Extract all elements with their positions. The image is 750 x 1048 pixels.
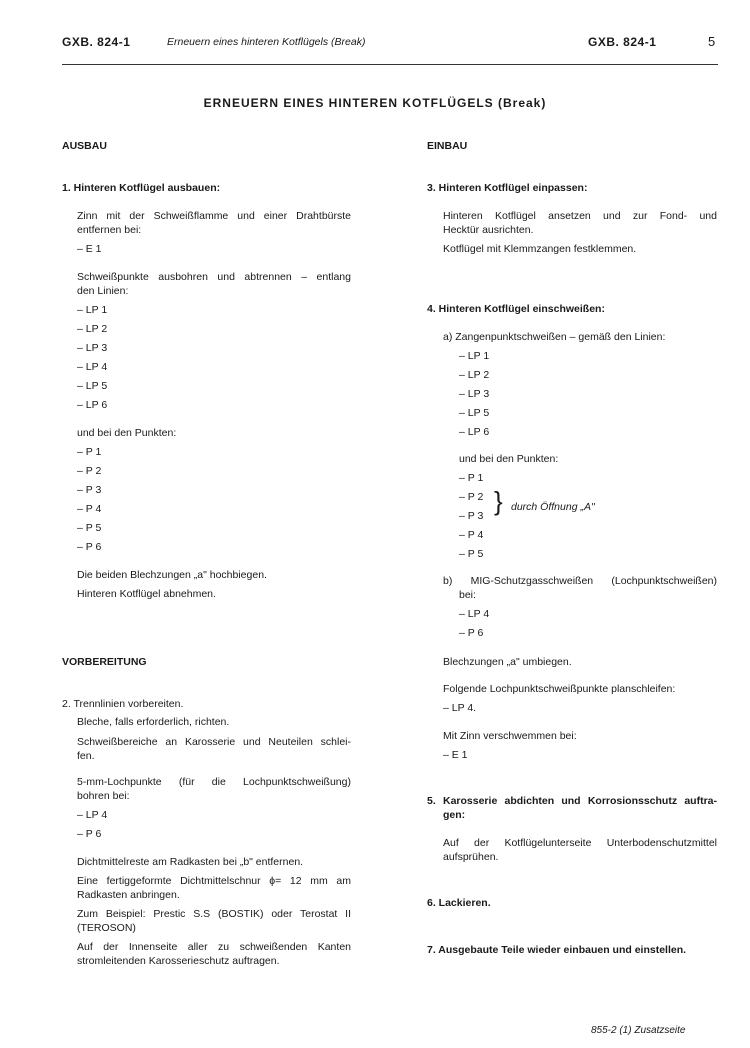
step-1-text-1b: entfernen bei:: [77, 224, 142, 236]
step-1-text-3: Die beiden Blechzungen „a" hochbiegen.: [77, 569, 267, 581]
list-item: – LP 2: [77, 323, 108, 335]
list-item: – LP 6: [77, 399, 108, 411]
step-1-text-1: Zinn mit der Schweißflamme und einer Drahtbürste: [77, 210, 351, 222]
list-item: – P 4: [77, 503, 102, 515]
step-2-text-5: Eine fertiggeformte Dichtmittelschnur ϕ= 12 mm am: [77, 875, 351, 887]
step-5-text-1: Auf der Kotflügelunterseite Unterbodenschutzmittel: [443, 837, 717, 849]
step-2-text-3b: bohren bei:: [77, 790, 130, 802]
page-number: 5: [708, 34, 716, 49]
list-item: – LP 1: [459, 350, 490, 362]
step-1-title: 1. Hinteren Kotflügel ausbauen:: [62, 182, 221, 194]
list-item: – LP 6: [459, 426, 490, 438]
list-item: – LP 4: [77, 809, 108, 821]
step-3-title: 3. Hinteren Kotflügel einpassen:: [427, 182, 588, 194]
step-2-text-4: Dichtmittelreste am Radkasten bei „b" entfernen.: [77, 856, 304, 868]
list-item: – P 5: [77, 522, 102, 534]
list-item: – LP 3: [77, 342, 108, 354]
list-item: – LP 1: [77, 304, 108, 316]
step-2-text-5b: Radkasten anbringen.: [77, 889, 180, 901]
section-ausbau-heading: AUSBAU: [62, 140, 107, 152]
brace-note: durch Öffnung „A": [511, 501, 595, 513]
header-code-right: GXB. 824-1: [588, 35, 657, 49]
step-3-text-1b: Hecktür ausrichten.: [443, 224, 534, 236]
header-rule: [62, 64, 718, 65]
step-4-text-2: Folgende Lochpunktschweißpunkte planschleifen:: [443, 683, 676, 695]
step-4-text-3: Mit Zinn verschwemmen bei:: [443, 730, 577, 742]
step-2-text-7: Auf der Innenseite aller zu schweißenden Kanten: [77, 941, 351, 953]
list-item: – P 2: [77, 465, 102, 477]
list-item: – P 1: [77, 446, 102, 458]
step-2-text-2b: fen.: [77, 750, 95, 762]
step-2-text-3: 5-mm-Lochpunkte (für die Lochpunktschweißung): [77, 776, 351, 788]
step-1-text-2: Schweißpunkte ausbohren und abtrennen – entlang: [77, 271, 351, 283]
step-1-text-2b: den Linien:: [77, 285, 129, 297]
list-item: – LP 4.: [443, 702, 477, 714]
list-item: – P 3: [77, 484, 102, 496]
list-item: – P 6: [77, 541, 102, 553]
step-2-text-6b: (TEROSON): [77, 922, 136, 934]
step-4-title: 4. Hinteren Kotflügel einschweißen:: [427, 303, 605, 315]
list-item: – LP 5: [77, 380, 108, 392]
section-vorbereitung-heading: VORBEREITUNG: [62, 656, 147, 668]
page-title: ERNEUERN EINES HINTEREN KOTFLÜGELS (Break): [203, 96, 547, 110]
list-item: – LP 4: [459, 608, 490, 620]
step-5-title-b: gen:: [443, 809, 466, 821]
step-5-title: 5. Karosserie abdichten und Korrosionsschutz auftra-: [427, 795, 717, 807]
step-1-points-intro: und bei den Punkten:: [77, 427, 177, 439]
step-4-points-intro: und bei den Punkten:: [459, 453, 559, 465]
header-subtitle: Erneuern eines hinteren Kotflügels (Break): [167, 36, 366, 48]
step-4-text-1: Blechzungen „a" umbiegen.: [443, 656, 572, 668]
step-1-text-4: Hinteren Kotflügel abnehmen.: [77, 588, 216, 600]
list-item: – E 1: [443, 749, 468, 761]
list-item: – LP 5: [459, 407, 490, 419]
step-4a-text: a) Zangenpunktschweißen – gemäß den Linien:: [443, 331, 666, 343]
step-2-text-7b: stromleitenden Karosserieschutz auftragen.: [77, 955, 280, 967]
step-2-text-2: Schweißbereiche an Karosserie und Neuteilen schlei-: [77, 736, 351, 748]
step-3-text-1: Hinteren Kotflügel ansetzen und zur Fond- und: [443, 210, 717, 222]
step-6-title: 6. Lackieren.: [427, 897, 491, 909]
list-item: – P 2: [459, 491, 484, 503]
list-item: – E 1: [77, 243, 102, 255]
step-4b-text-b: bei:: [459, 589, 476, 601]
brace-symbol: }: [494, 486, 503, 516]
list-item: – P 1: [459, 472, 484, 484]
list-item: – P 3: [459, 510, 484, 522]
header-code-left: GXB. 824-1: [62, 35, 131, 49]
list-item: – LP 2: [459, 369, 490, 381]
footer-reference: 855-2 (1) Zusatzseite: [591, 1025, 686, 1036]
step-5-text-1b: aufsprühen.: [443, 851, 499, 863]
list-item: – LP 4: [77, 361, 108, 373]
step-4b-text: b) MIG-Schutzgasschweißen (Lochpunktschweißen): [443, 575, 717, 587]
step-7-title: 7. Ausgebaute Teile wieder einbauen und einstellen.: [427, 944, 687, 956]
step-2-text-1: Bleche, falls erforderlich, richten.: [77, 716, 230, 728]
list-item: – P 5: [459, 548, 484, 560]
list-item: – P 4: [459, 529, 484, 541]
list-item: – LP 3: [459, 388, 490, 400]
list-item: – P 6: [459, 627, 484, 639]
list-item: – P 6: [77, 828, 102, 840]
step-3-text-2: Kotflügel mit Klemmzangen festklemmen.: [443, 243, 637, 255]
step-2-title: 2. Trennlinien vorbereiten.: [62, 698, 184, 710]
step-2-text-6: Zum Beispiel: Prestic S.S (BOSTIK) oder Terostat II: [77, 908, 351, 920]
section-einbau-heading: EINBAU: [427, 140, 468, 152]
